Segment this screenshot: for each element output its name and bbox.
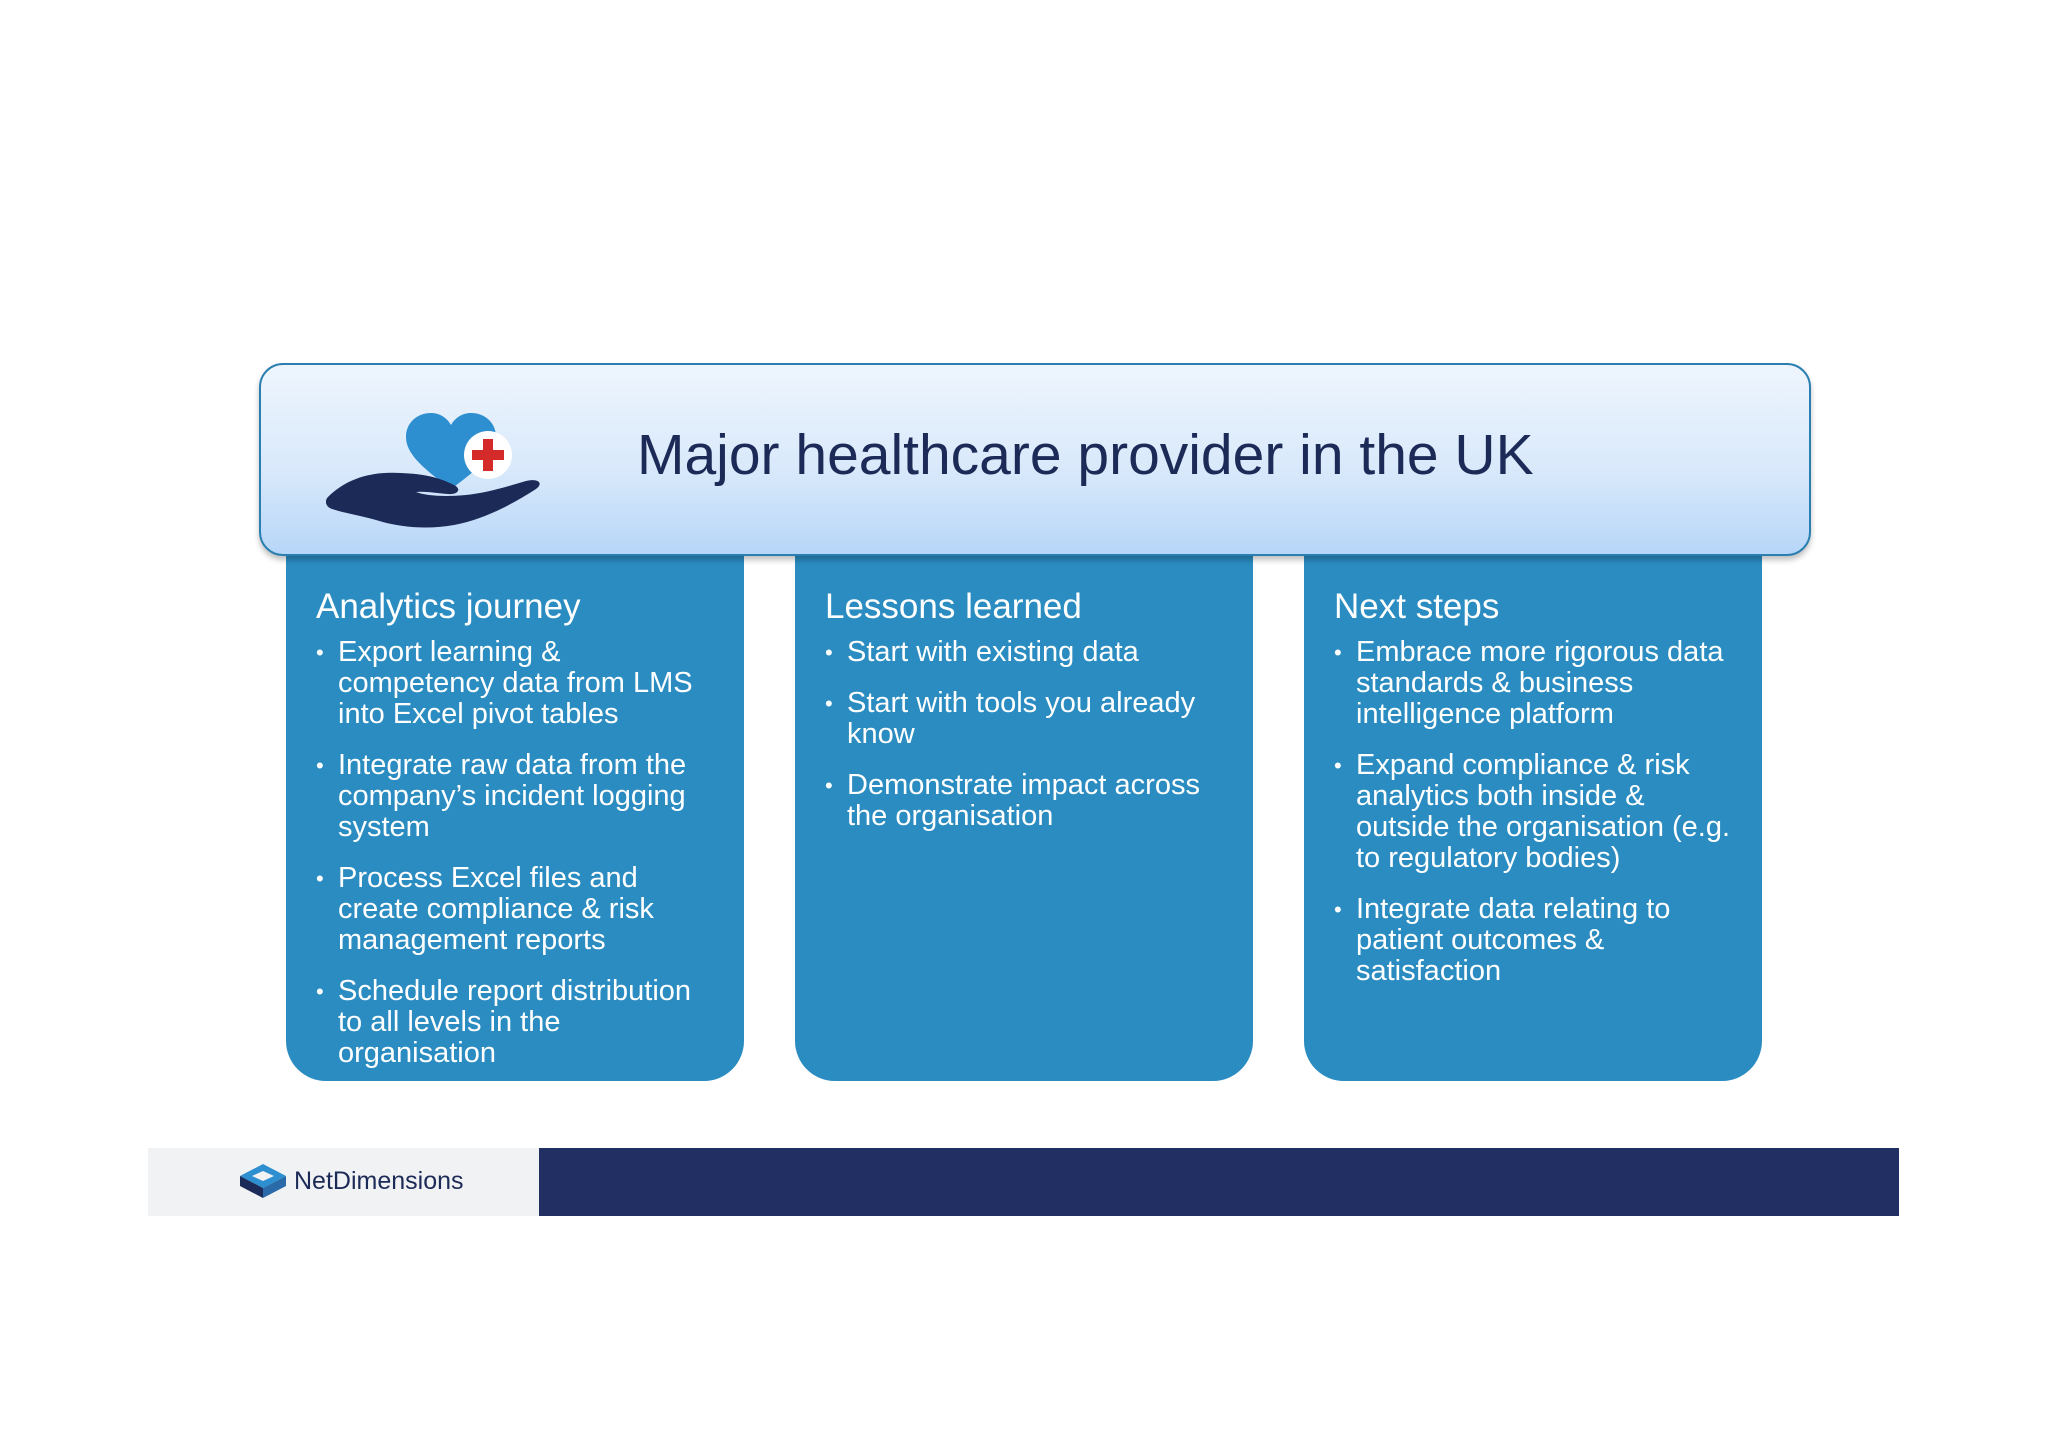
brand-name: NetDimensions (294, 1167, 464, 1195)
page-title: Major healthcare provider in the UK (637, 423, 1534, 487)
bullet-list (316, 637, 718, 1069)
list-item: • Integrate raw data from the company’s incident logging system (316, 750, 718, 843)
list-item: • Embrace more rigorous data standards & business intelligence platform (1334, 637, 1736, 730)
column-title: Lessons learned (825, 587, 1082, 626)
list-item: • Schedule report distribution to all levels in the organisation (316, 976, 718, 1069)
list-item: • Start with tools you already know (825, 688, 1227, 750)
header-banner (259, 363, 1811, 556)
list-item: • Integrate data relating to patient outcomes & satisfaction (1334, 894, 1736, 987)
column-title: Next steps (1334, 587, 1500, 626)
bullet-list (1334, 637, 1736, 987)
list-item: • Export learning & competency data from LMS into Excel pivot tables (316, 637, 718, 730)
column-analytics-journey (286, 545, 744, 1081)
list-item: • Expand compliance & risk analytics both inside & outside the organisation (e.g. to regulatory bodies) (1334, 750, 1736, 874)
bullet-list (825, 637, 1227, 832)
list-item: • Process Excel files and create compliance & risk management reports (316, 863, 718, 956)
netdimensions-cube-icon (238, 1162, 288, 1200)
list-item: • Demonstrate impact across the organisation (825, 770, 1227, 832)
footer-brand-area (148, 1148, 539, 1216)
column-lessons-learned (795, 545, 1253, 1081)
column-next-steps (1304, 545, 1762, 1081)
hand-holding-heart-icon (326, 401, 576, 531)
column-title: Analytics journey (316, 587, 581, 626)
footer-bar (539, 1148, 1899, 1216)
list-item: • Start with existing data (825, 637, 1227, 668)
